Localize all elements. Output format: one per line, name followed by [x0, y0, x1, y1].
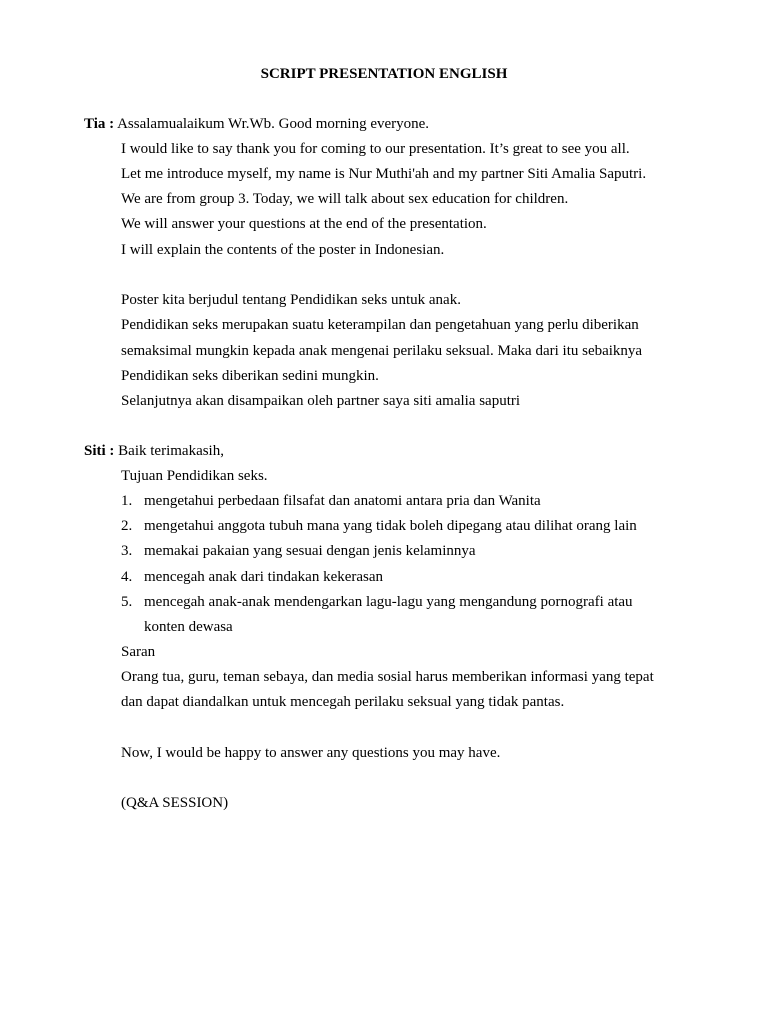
list-item-number: 4. — [121, 569, 133, 585]
document-title: SCRIPT PRESENTATION ENGLISH — [260, 66, 508, 82]
qa-session-label: (Q&A SESSION) — [121, 795, 229, 811]
speaker-label-siti: Siti : — [84, 443, 115, 459]
speaker-label-tia: Tia : — [84, 116, 115, 132]
poster-line: Selanjutnya akan disampaikan oleh partner saya siti amalia saputri — [121, 393, 521, 409]
siti-greeting: Baik terimakasih, — [118, 443, 224, 459]
poster-line: Pendidikan seks diberikan sedini mungkin. — [121, 368, 379, 384]
list-item-number: 1. — [121, 493, 133, 509]
closing-line: Now, I would be happy to answer any questions you may have. — [121, 745, 501, 761]
poster-line: Pendidikan seks merupakan suatu keterampilan dan pengetahuan yang perlu diberikan — [121, 317, 639, 333]
tia-line: We will answer your questions at the end of the presentation. — [121, 216, 487, 232]
tia-first-line — [84, 114, 429, 134]
list-item: mencegah anak-anak mendengarkan lagu-lagu yang mengandung pornografi atau — [144, 594, 633, 610]
list-item-continuation: konten dewasa — [144, 619, 233, 635]
list-item-number: 2. — [121, 518, 133, 534]
list-item-number: 3. — [121, 543, 133, 559]
tia-line: We are from group 3. Today, we will talk about sex education for children. — [121, 191, 569, 207]
list-item-number: 5. — [121, 594, 133, 610]
tia-line: Let me introduce myself, my name is Nur Muthi'ah and my partner Siti Amalia Saputri. — [121, 166, 647, 182]
list-item: mengetahui anggota tubuh mana yang tidak boleh dipegang atau dilihat orang lain — [144, 518, 637, 534]
saran-line: dan dapat diandalkan untuk mencegah perilaku seksual yang tidak pantas. — [121, 694, 565, 710]
poster-line: semaksimal mungkin kepada anak mengenai perilaku seksual. Maka dari itu sebaiknya — [121, 343, 643, 359]
saran-heading: Saran — [121, 644, 156, 660]
tia-greeting: Assalamualaikum Wr.Wb. Good morning everyone. — [117, 116, 430, 132]
goal-heading: Tujuan Pendidikan seks. — [121, 468, 268, 484]
list-item: mencegah anak dari tindakan kekerasan — [144, 569, 384, 585]
tia-line: I would like to say thank you for coming to our presentation. It’s great to see you all. — [121, 141, 630, 157]
tia-line: I will explain the contents of the poster in Indonesian. — [121, 242, 445, 258]
list-item: memakai pakaian yang sesuai dengan jenis kelaminnya — [144, 543, 476, 559]
saran-line: Orang tua, guru, teman sebaya, dan media sosial harus memberikan informasi yang tepat — [121, 669, 654, 685]
poster-line: Poster kita berjudul tentang Pendidikan seks untuk anak. — [121, 292, 461, 308]
siti-first-line — [84, 441, 224, 461]
list-item: mengetahui perbedaan filsafat dan anatomi antara pria dan Wanita — [144, 493, 541, 509]
